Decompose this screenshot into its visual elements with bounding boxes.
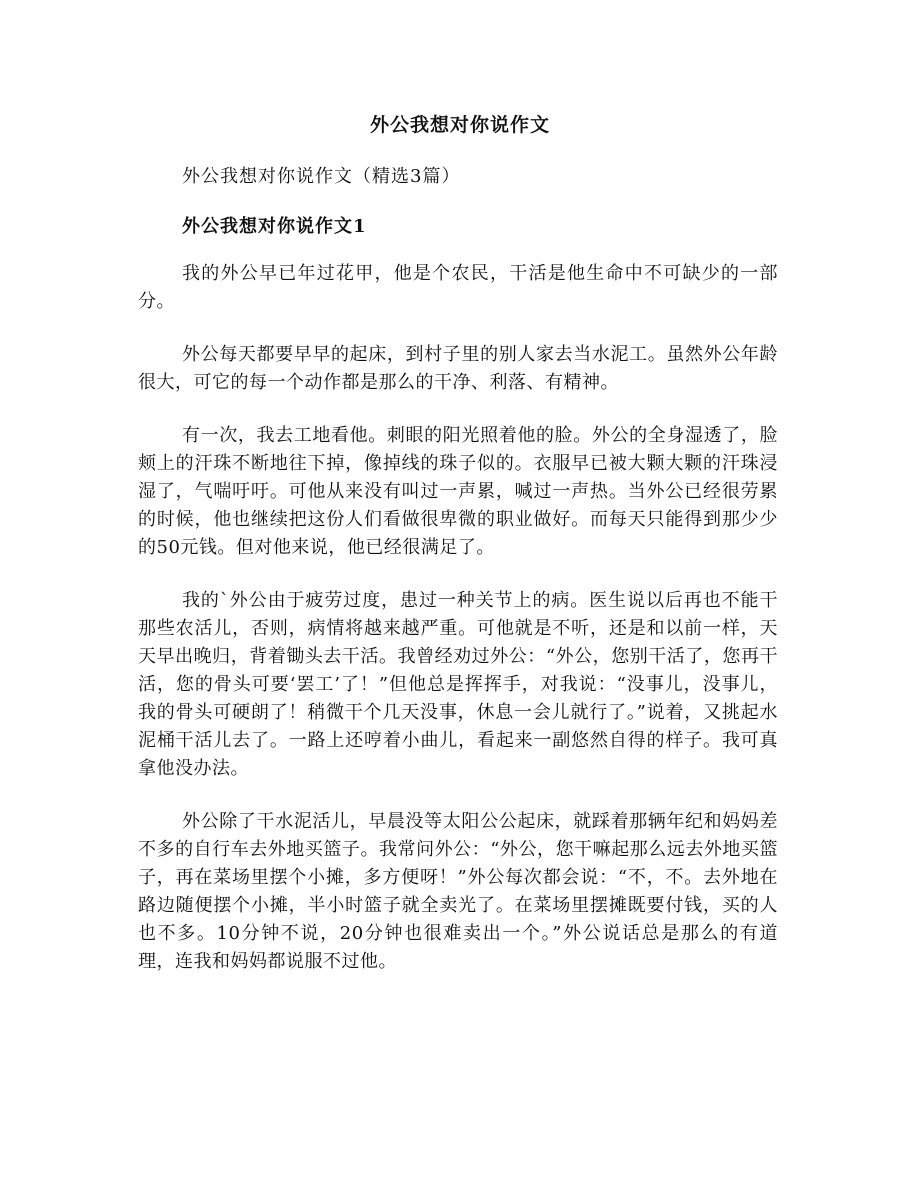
document-subtitle: 外公我想对你说作文（精选3篇）	[182, 166, 461, 187]
article-body	[138, 260, 778, 1001]
paragraph-1: 我的外公早已年过花甲，他是个农民，干活是他生命中不可缺少的一部分。	[138, 263, 778, 312]
paragraph-4: 我的`外公由于疲劳过度，患过一种关节上的病。医生说以后再也不能干那些农活儿，否则，病情将越来越严重。可他就是不听，还是和以前一样，天天早出晚归，背着锄头去干活。我曾经劝过外公：“外公，您别干活了，您再干活，您的骨头可要‘罢工’了！”但他总是挥挥手，对我说：“没事儿，没事儿，我的骨头可硬朗了！稍微干个几天没事，休息一会儿就行了。”说着，又挑起水泥桶干活儿去了。一路上还哼着小曲儿，看起来一副悠然自得的样子。我可真拿他没办法。	[138, 590, 778, 779]
section-heading: 外公我想对你说作文1	[182, 216, 367, 237]
paragraph-5: 外公除了干水泥活儿，早晨没等太阳公公起床，就踩着那辆年纪和妈妈差不多的自行车去外地买篮子。我常问外公：“外公，您干嘛起那么远去外地买篮子，再在菜场里摆个小摊，多方便呀！”外公每次都会说：“不，不。去外地在路边随便摆个小摊，半小时篮子就全卖光了。在菜场里摆摊既要付钱，买的人也不多。10分钟不说，20分钟也很难卖出一个。”外公说话总是那么的有道理，连我和妈妈都说服不过他。	[138, 811, 778, 972]
paragraph-3: 有一次，我去工地看他。刺眼的阳光照着他的脸。外公的全身湿透了，脸颊上的汗珠不断地往下掉，像掉线的珠子似的。衣服早已被大颗大颗的汗珠浸湿了，气喘吁吁。可他从来没有叫过一声累，喊过一声热。当外公已经很劳累的时候，他也继续把这份人们看做很卑微的职业做好。而每天只能得到那少少的50元钱。但对他来说，他已经很满足了。	[138, 425, 778, 558]
page-title: 外公我想对你说作文	[369, 114, 550, 136]
paragraph-2: 外公每天都要早早的起床，到村子里的别人家去当水泥工。虽然外公年龄很大，可它的每一个动作都是那么的干净、利落、有精神。	[138, 344, 778, 393]
